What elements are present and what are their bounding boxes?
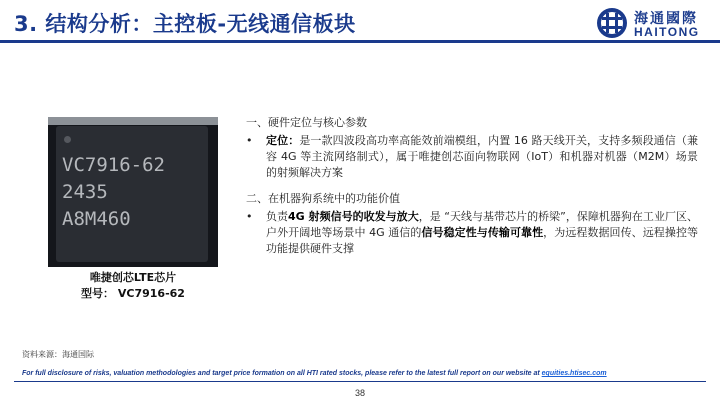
bullet-dot: • (246, 210, 253, 223)
bullet-dot: • (246, 134, 253, 147)
bullet-text: ，是 “天线与基带芯片的桥梁”，保障机器狗在工业厂区、户外开阔地等场景中 4G 通信的 (266, 210, 698, 239)
chip-marking-line: 2435 (62, 181, 108, 203)
bullet-text: 负责 (266, 210, 289, 223)
bullet-bold-text: 4G 射频信号的收发与放大 (288, 210, 419, 223)
disclaimer (22, 370, 607, 377)
chip-caption (48, 270, 218, 302)
content-body (246, 115, 698, 257)
chip-caption-name: 唯捷创芯LTE芯片 (89, 271, 177, 284)
footer-divider (14, 381, 706, 382)
chip-marking (62, 152, 165, 233)
bullet-positioning (246, 133, 698, 181)
chip-marking-line: A8M460 (62, 208, 131, 230)
chip-pin1-marker (64, 136, 71, 143)
section-heading-1: 一、硬件定位与核心参数 (246, 116, 367, 129)
chip-photo-board-edge (48, 117, 218, 125)
title-divider (0, 40, 720, 43)
chip-marking-line: VC7916-62 (62, 154, 165, 176)
bullet-text: ，为远程数据回传、远程操控等功能提供硬件支撑 (266, 226, 699, 255)
haitong-logo-icon (596, 7, 628, 39)
page-number: 38 (354, 388, 365, 398)
bullet-function-value (246, 209, 698, 257)
logo-english-name: HAITONG (634, 25, 700, 39)
source-note: 资料来源：海通国际 (22, 350, 94, 359)
bullet-bold-label: 定位： (266, 134, 300, 147)
bullet-bold-text: 信号稳定性与传输可靠性 (421, 226, 544, 239)
section-heading-2: 二、在机器狗系统中的功能价值 (246, 192, 400, 205)
page-title: 3. 结构分析：主控板-无线通信板块 (14, 12, 356, 36)
company-logo (596, 7, 714, 39)
chip-caption-model: 型号： VC7916-62 (81, 287, 185, 300)
disclaimer-link[interactable]: equities.htisec.com (541, 370, 607, 377)
logo-chinese-name: 海通國際 (634, 11, 698, 27)
bullet-text: 是一款四波段高功率高能效前端模组，内置 16 路天线开关，支持多频段通信（兼容 4G 等主流网络制式），属于唯捷创芯面向物联网（IoT）和机器对机器（M2M）场景的射频解决方案 (266, 134, 698, 179)
disclaimer-text: For full disclosure of risks, valuation methodologies and target price formation on all HTI rated stocks, please refer to the latest full report on our website at (22, 370, 542, 377)
